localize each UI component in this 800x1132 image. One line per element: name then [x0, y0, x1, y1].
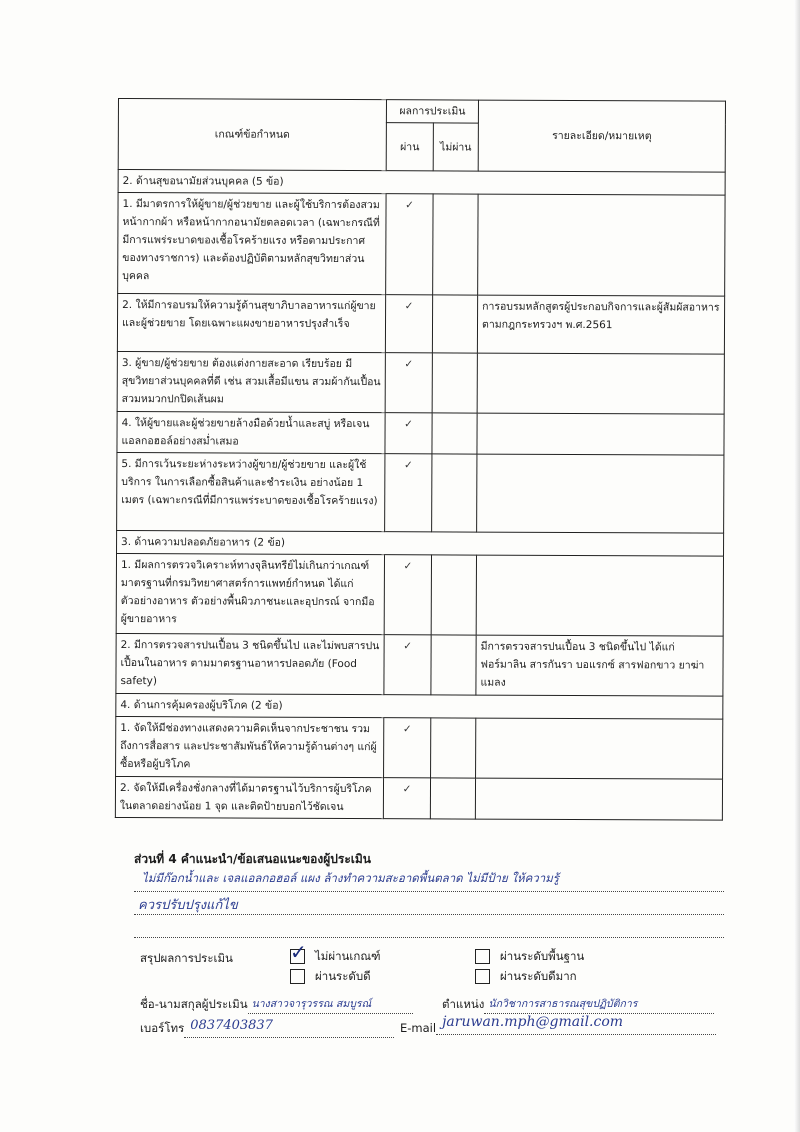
pass-cell [386, 194, 433, 295]
criteria-item: 2. มีการตรวจสารปนเปื้อน 3 ชนิดขึ้นไป และไม่พบสารปนเปื้อนในอาหาร ตามมาตรฐานอาหารปลอดภัย (Food safety) [116, 633, 384, 694]
fail-header: ไม่ผ่าน [433, 123, 478, 171]
criteria-header: เกณฑ์ข้อกำหนด [118, 99, 386, 171]
fail-cell [432, 295, 477, 353]
checkbox[interactable] [475, 949, 490, 964]
option-label: ผ่านระดับดี [315, 969, 371, 983]
pass-cell [385, 454, 432, 532]
section-title: 3. ด้านความปลอดภัยอาหาร (2 ข้อ) [117, 530, 724, 556]
criteria-item: 2. ให้มีการอบรมให้ความรู้ด้านสุขาภิบาลอาหารแก่ผู้ขายและผู้ช่วยขาย โดยเฉพาะแผงขายอาหารปรุงสำเร็จ [117, 294, 385, 353]
result-header: ผลการประเมิน [386, 100, 478, 123]
pass-cell [385, 413, 432, 454]
section-title: 2. ด้านสุขอนามัยส่วนบุคคล (5 ข้อ) [118, 170, 725, 196]
remark-cell [477, 454, 724, 533]
assessment-table [115, 98, 726, 821]
fail-cell [433, 194, 478, 295]
pass-cell [384, 555, 431, 635]
remark-cell [476, 555, 723, 636]
pass-cell [385, 353, 432, 413]
section-title: 4. ด้านการคุ้มครองผู้บริโภค (2 ข้อ) [116, 693, 723, 719]
checkbox[interactable] [290, 940, 307, 964]
position-field [442, 996, 714, 1014]
pass-cell [383, 778, 430, 819]
check-mark-icon: ✓ [403, 640, 413, 653]
recommendation-title: ส่วนที่ 4 คำแนะนำ/ข้อเสนอแนะของผู้ประเมิน [134, 852, 372, 866]
check-mark-icon: ✓ [403, 560, 413, 573]
pass-cell [385, 295, 432, 353]
handwritten-phone: 0837403837 [190, 1018, 273, 1033]
fail-cell [432, 454, 477, 532]
option-label: ไม่ผ่านเกณฑ์ [315, 949, 381, 963]
summary-label: สรุปผลการประเมิน [140, 951, 233, 965]
remark-cell [477, 353, 724, 414]
criteria-item: 4. ให้ผู้ขายและผู้ช่วยขายล้างมือด้วยน้ำและสบู่ หรือเจนแอลกอฮอล์อย่างสม่ำเสมอ [117, 411, 385, 453]
email-line [436, 1014, 716, 1035]
check-mark-icon: ✓ [404, 300, 414, 313]
criteria-item: 1. มีผลการตรวจวิเคราะห์ทางจุลินทรีย์ไม่เกินกว่าเกณฑ์มาตรฐานที่กรมวิทยาศาสตร์การแพทย์กำหนด ได้แก่ ตัวอย่างอาหาร ตัวอย่างพื้นผิวภาชนะและอุปกรณ์ จากมือผู้ขายอาหาร [116, 553, 384, 634]
tick-icon: ✓ [290, 940, 307, 964]
handwritten-recommendation: ควรปรับปรุงแก้ไข [138, 898, 238, 913]
pass-cell [384, 718, 431, 778]
position-line [484, 999, 714, 1014]
fail-cell [432, 413, 477, 454]
fail-cell [431, 635, 476, 695]
remark-cell: การอบรมหลักสูตรผู้ประกอบกิจการและผู้สัมผัสอาหารตามกฎกระทรวงฯ พ.ศ.2561 [477, 295, 724, 354]
evaluator-name-field [140, 996, 413, 1014]
checkbox[interactable] [290, 969, 305, 984]
handwritten-email: jaruwan.mph@gmail.com [442, 1014, 624, 1030]
checkbox[interactable] [475, 969, 490, 984]
handwritten-position: นักวิชาการสาธารณสุขปฏิบัติการ [488, 998, 638, 1010]
name-label: ชื่อ-นามสกุลผู้ประเมิน [140, 997, 248, 1011]
check-mark-icon: ✓ [404, 418, 414, 431]
option-label: ผ่านระดับพื้นฐาน [500, 949, 585, 963]
recommendation-line [134, 892, 724, 915]
recommendation-line [134, 869, 724, 892]
handwritten-name: นางสาวจารุวรรณ สมบูรณ์ [251, 998, 372, 1010]
phone-line [184, 1018, 394, 1038]
check-mark-icon: ✓ [404, 358, 414, 371]
position-label: ตำแหน่ง [442, 997, 485, 1011]
check-mark-icon: ✓ [402, 783, 412, 796]
criteria-item: 2. จัดให้มีเครื่องชั่งกลางที่ได้มาตรฐานไว้บริการผู้บริโภค ในตลาดอย่างน้อย 1 จุด และติดป้ายบอกไว้ชัดเจน [115, 776, 383, 818]
phone-field [140, 1020, 394, 1038]
check-mark-icon: ✓ [405, 199, 414, 212]
pass-cell [384, 635, 431, 695]
option-basic[interactable] [475, 948, 584, 966]
scan-edge [794, 0, 800, 1132]
remark-cell: มีการตรวจสารปนเปื้อน 3 ชนิดขึ้นไป ได้แก่ ฟอร์มาลิน สารกันรา บอแรกซ์ สารฟอกขาว ยาฆ่าแมลง [476, 635, 723, 696]
criteria-item: 1. มีมาตรการให้ผู้ขาย/ผู้ช่วยขาย และผู้ใช้บริการต้องสวมหน้ากากผ้า หรือหน้ากากอนามัยตลอดเวลา (เฉพาะกรณีที่มีการแพร่ระบาดของเชื้อโรคร้ายแรง หรือตามประกาศของทางราชการ) และต้องปฏิบัติตามหลักสุขวิทยาส่วนบุคคล [118, 193, 386, 295]
option-fail[interactable] [290, 940, 381, 966]
criteria-item: 1. จัดให้มีช่องทางแสดงความคิดเห็นจากประชาชน รวมถึงการสื่อสาร และประชาสัมพันธ์ให้ความรู้ด้านต่างๆ แก่ผู้ซื้อหรือผู้บริโภค [116, 716, 384, 777]
remark-cell [475, 778, 722, 820]
option-very-good[interactable] [475, 968, 577, 986]
email-field [400, 1014, 716, 1035]
criteria-item: 3. ผู้ขาย/ผู้ช่วยขาย ต้องแต่งกายสะอาด เรียบร้อย มีสุขวิทยาส่วนบุคคลที่ดี เช่น สวมเสื้อมีแขน สวมผ้ากันเปื้อน สวมหมวกปกปิดเส้นผม [117, 351, 385, 412]
phone-label: เบอร์โทร [140, 1021, 185, 1035]
remarks-header: รายละเอียด/หมายเหตุ [478, 100, 725, 172]
remark-cell [477, 413, 724, 455]
check-mark-icon: ✓ [402, 723, 412, 736]
option-good[interactable] [290, 968, 371, 986]
name-line [248, 999, 413, 1014]
email-label: E-mail [400, 1021, 437, 1035]
remark-cell [478, 194, 725, 296]
fail-cell [431, 555, 476, 635]
check-mark-icon: ✓ [403, 459, 413, 472]
fail-cell [432, 353, 477, 413]
fail-cell [430, 778, 475, 819]
recommendation-line [134, 915, 724, 938]
fail-cell [431, 718, 476, 778]
option-label: ผ่านระดับดีมาก [500, 969, 577, 983]
criteria-item: 5. มีการเว้นระยะห่างระหว่างผู้ขาย/ผู้ช่วยขาย และผู้ใช้บริการ ในการเลือกซื้อสินค้าและชำระเงิน อย่างน้อย 1 เมตร (เฉพาะกรณีที่มีการแพร่ระบาดของเชื้อโรคร้ายแรง) [117, 452, 385, 531]
handwritten-recommendation: ไม่มีก๊อกน้ำและ เจลแอลกอฮอล์ แผง ล้างทำความสะอาดพื้นตลาด ไม่มีป้าย ให้ความรู้ [142, 871, 559, 885]
remark-cell [476, 718, 723, 779]
recommendation-section [134, 850, 734, 938]
pass-header: ผ่าน [386, 123, 433, 171]
